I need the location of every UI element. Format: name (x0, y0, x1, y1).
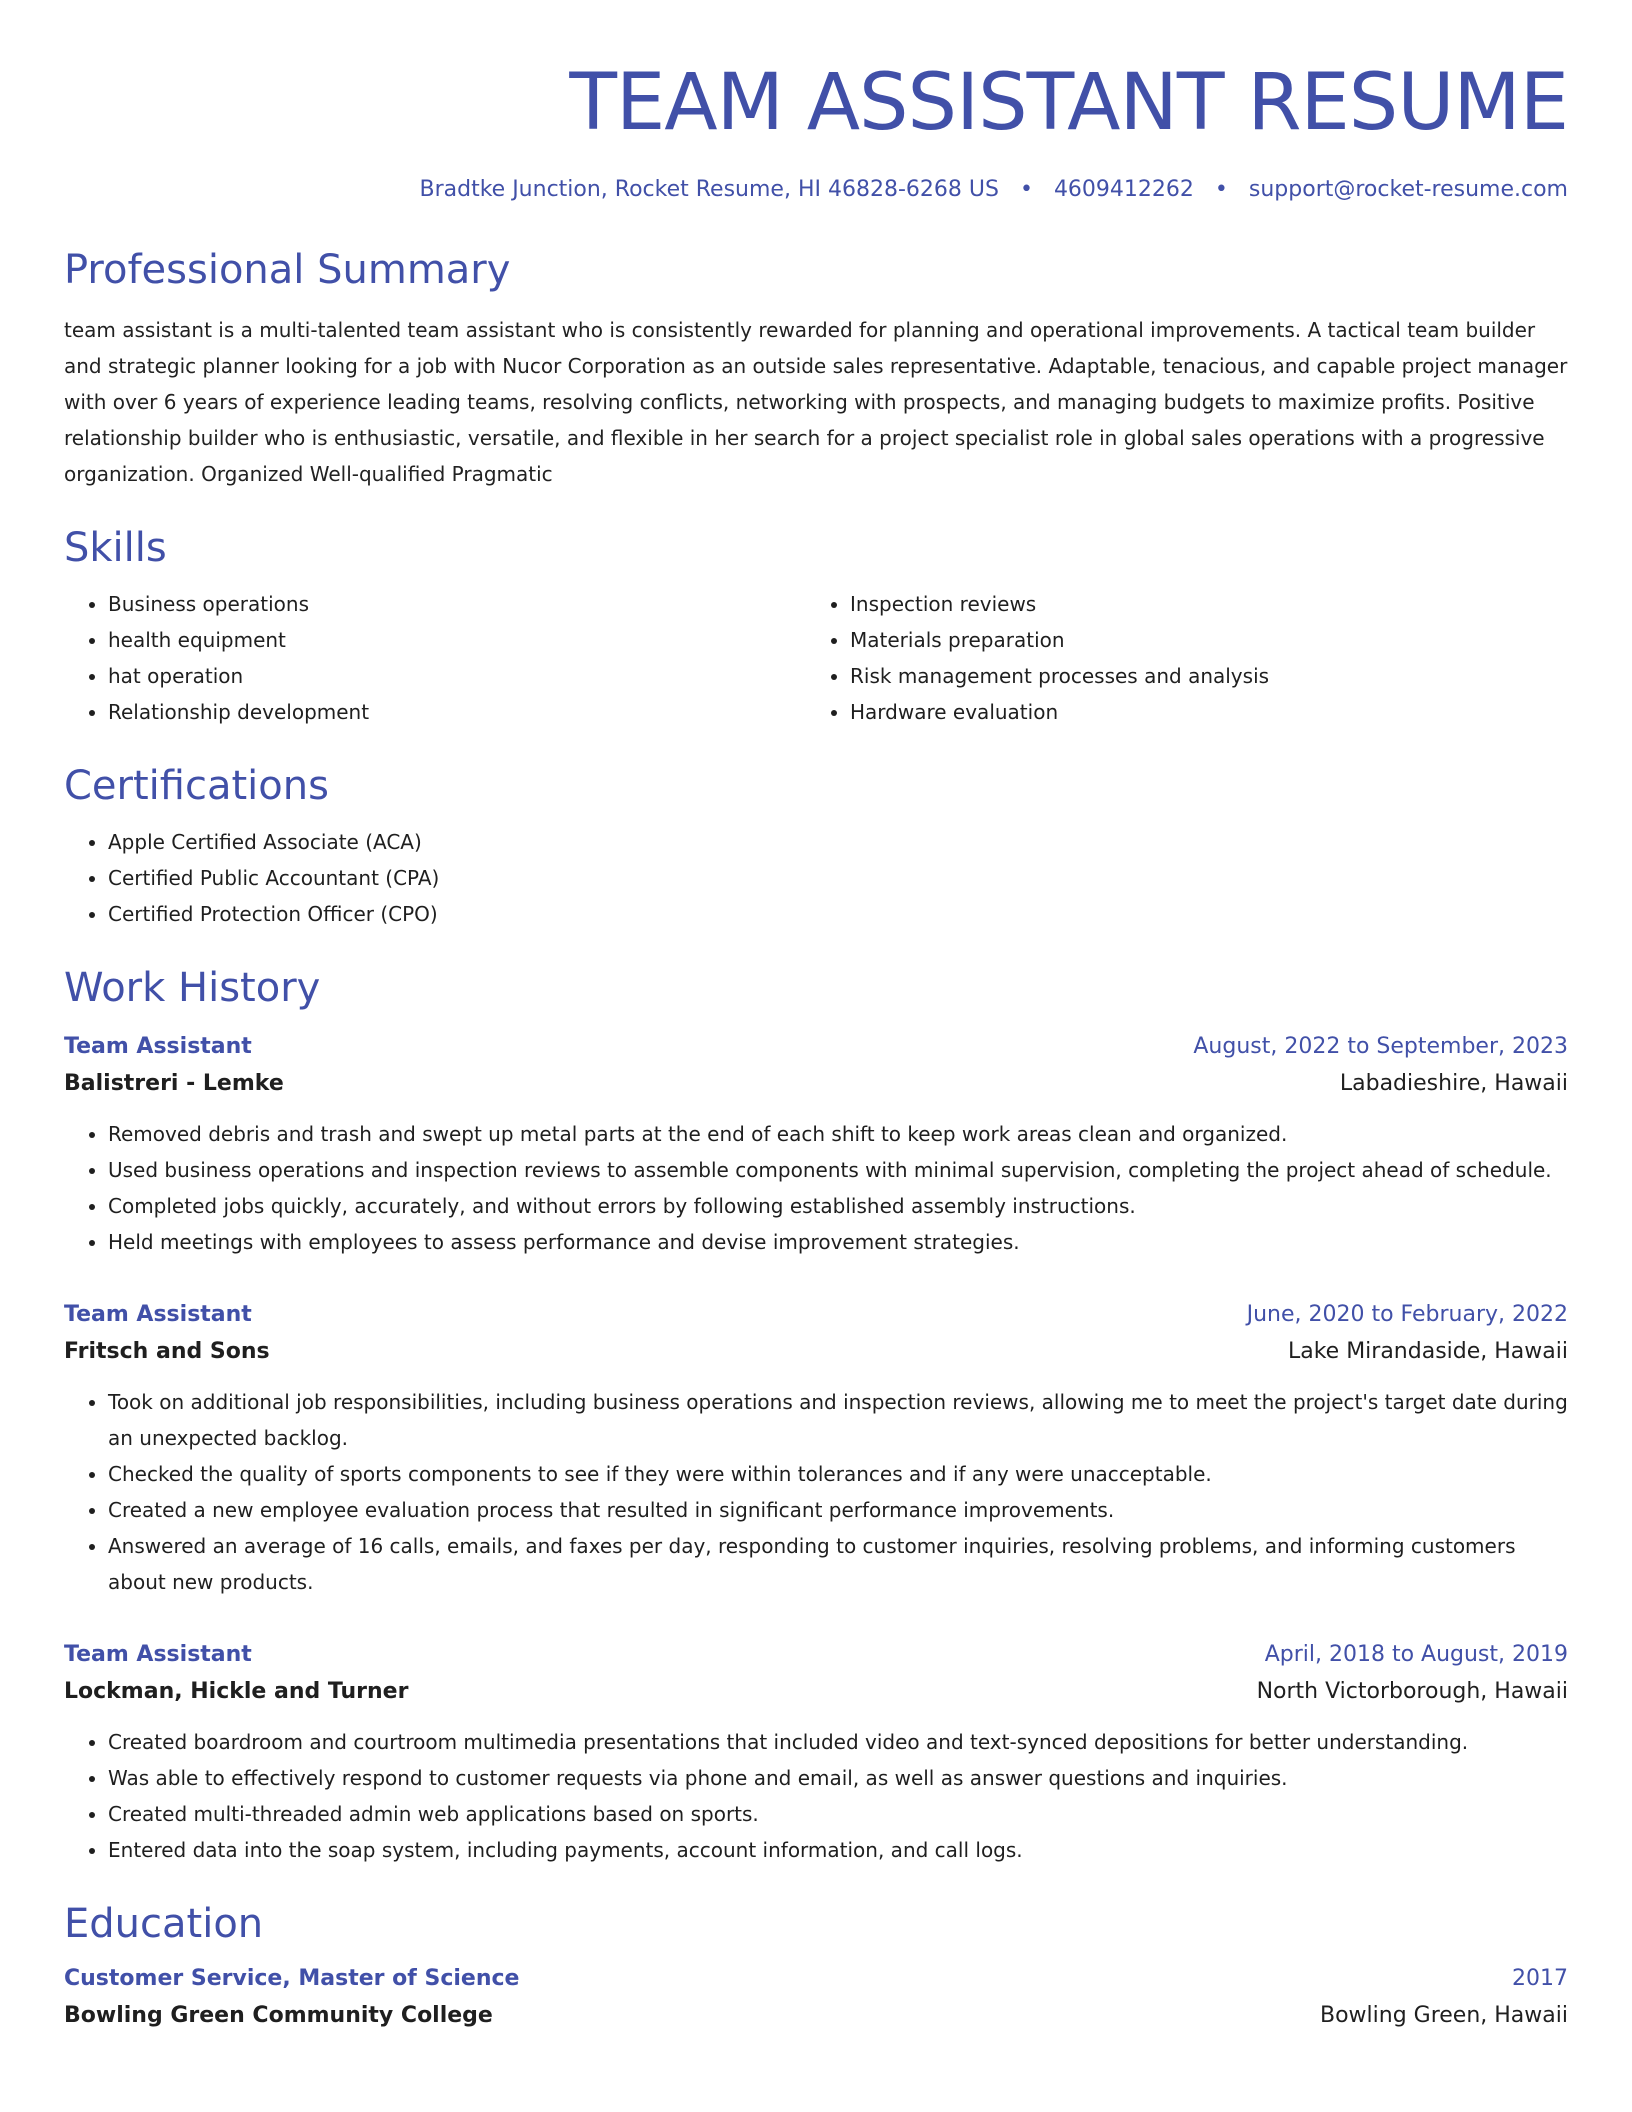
skills-column-left (64, 586, 806, 730)
contact-separator: • (1214, 177, 1228, 202)
skill-item: • Inspection reviews (850, 586, 1548, 622)
skills-column-right (806, 586, 1548, 730)
job-dates: August, 2022 to September, 2023 (1193, 1034, 1568, 1059)
job-bullet: • Entered data into the soap system, including payments, account information, and call logs. (108, 1832, 1568, 1868)
work-history-heading: Work History (64, 965, 321, 1011)
skills-list (64, 586, 1568, 730)
job-dates: June, 2020 to February, 2022 (1246, 1302, 1568, 1327)
skill-item: • Hardware evaluation (850, 694, 1548, 730)
education-degree: Customer Service, Master of Science (64, 1966, 520, 1991)
job-location: Labadieshire, Hawaii (1339, 1071, 1568, 1096)
job-title: Team Assistant (64, 1034, 252, 1059)
skill-item: • Materials preparation (850, 622, 1548, 658)
job-company: Lockman, Hickle and Turner (64, 1679, 409, 1704)
education-year: 2017 (1512, 1966, 1568, 1991)
summary-text: team assistant is a multi-talented team assistant who is consistently rewarded for planning and operational improvements. A tactical team builder and strategic planner looking for a job with Nucor Corporation as an outside sales representative. Adaptable, tenacious, and capable project manager with over 6 years of experience leading teams, resolving conflicts, networking with prospects, and managing budgets to maximize profits. Positive relationship builder who is enthusiastic, versatile, and flexible in her search for a project specialist role in global sales operations with a progressive organization. Organized Well-qualified Pragmatic (64, 318, 1568, 486)
job-company: Fritsch and Sons (64, 1339, 270, 1364)
skill-item: • hat operation (108, 658, 806, 694)
job-bullet: • Completed jobs quickly, accurately, and without errors by following established assembly instructions. (108, 1188, 1568, 1224)
job-bullet: • Created multi-threaded admin web applications based on sports. (108, 1796, 1568, 1832)
job-location: Lake Mirandaside, Hawaii (1287, 1339, 1568, 1364)
skill-item: • Relationship development (108, 694, 806, 730)
education-location: Bowling Green, Hawaii (1319, 2003, 1568, 2028)
job-title: Team Assistant (64, 1302, 252, 1327)
job-entry (64, 1298, 1568, 1600)
certifications-heading: Certifications (64, 763, 329, 809)
certification-item: • Certified Protection Officer (CPO) (108, 896, 1568, 932)
job-bullet: • Removed debris and trash and swept up metal parts at the end of each shift to keep work areas clean and organized. (108, 1116, 1568, 1152)
job-bullet: • Was able to effectively respond to customer requests via phone and email, as well as answer questions and inquiries. (108, 1760, 1568, 1796)
job-bullet: • Answered an average of 16 calls, emails, and faxes per day, responding to customer inquiries, resolving problems, and informing customers about new products. (108, 1528, 1568, 1600)
skill-item: • Business operations (108, 586, 806, 622)
job-entry (64, 1638, 1568, 1868)
job-bullet: • Created a new employee evaluation process that resulted in significant performance improvements. (108, 1492, 1568, 1528)
education-heading: Education (64, 1901, 264, 1947)
education-entry (64, 1962, 1568, 2036)
certification-item: • Apple Certified Associate (ACA) (108, 824, 1568, 860)
contact-line (64, 175, 1568, 205)
job-company: Balistreri - Lemke (64, 1071, 284, 1096)
contact-phone: 4609412262 (1053, 177, 1194, 202)
certifications-list (64, 824, 1568, 932)
skills-heading: Skills (64, 525, 167, 571)
skill-item: • Risk management processes and analysis (850, 658, 1548, 694)
job-dates: April, 2018 to August, 2019 (1264, 1642, 1568, 1667)
contact-email: support@rocket-resume.com (1248, 177, 1568, 202)
job-bullet: • Created boardroom and courtroom multimedia presentations that included video and text-synced depositions for better understanding. (108, 1724, 1568, 1760)
job-bullet: • Held meetings with employees to assess performance and devise improvement strategies. (108, 1224, 1568, 1260)
job-entry (64, 1030, 1568, 1260)
resume-title: TEAM ASSISTANT RESUME (569, 58, 1568, 148)
job-bullet: • Checked the quality of sports components to see if they were within tolerances and if any were unacceptable. (108, 1456, 1568, 1492)
education-school: Bowling Green Community College (64, 2003, 493, 2028)
contact-separator: • (1019, 177, 1033, 202)
job-bullet: • Used business operations and inspection reviews to assemble components with minimal supervision, completing the project ahead of schedule. (108, 1152, 1568, 1188)
job-bullet: • Took on additional job responsibilities, including business operations and inspection reviews, allowing me to meet the project's target date during an unexpected backlog. (108, 1384, 1568, 1456)
job-title: Team Assistant (64, 1642, 252, 1667)
certification-item: • Certified Public Accountant (CPA) (108, 860, 1568, 896)
contact-address: Bradtke Junction, Rocket Resume, HI 46828-6268 US (419, 177, 999, 202)
job-location: North Victorborough, Hawaii (1256, 1679, 1568, 1704)
summary-heading: Professional Summary (64, 247, 511, 293)
skill-item: • health equipment (108, 622, 806, 658)
